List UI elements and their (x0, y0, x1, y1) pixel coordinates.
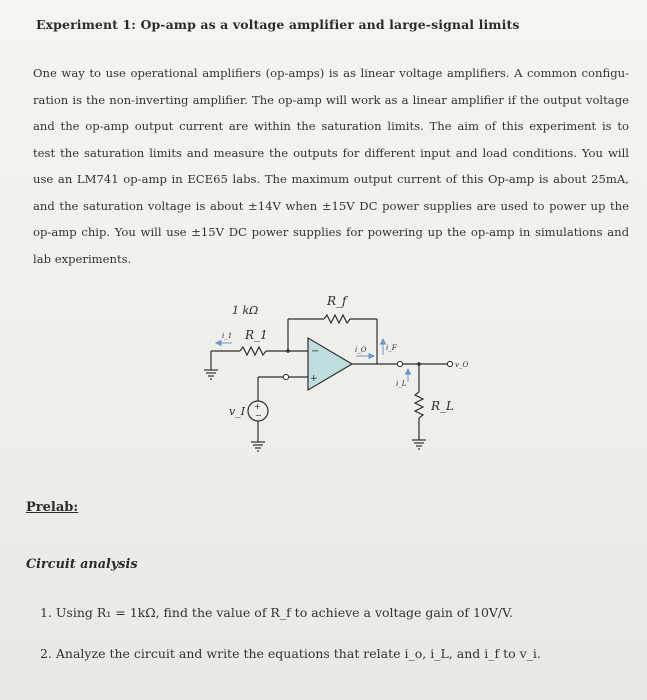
junction-dot (417, 362, 421, 366)
source-minus-sign: − (255, 411, 262, 420)
paragraph-line: test the saturation limits and measure the outputs for different input and load conditions. You will (33, 145, 629, 160)
resistor-rf (324, 315, 350, 323)
resistor-r1 (240, 347, 266, 355)
handwritten-r1-value: 1 kΩ (232, 304, 259, 317)
paragraph-line: One way to use operational amplifiers (op-amps) is as linear voltage amplifiers. A common configu- (33, 66, 629, 80)
vo-label: v_O (455, 361, 469, 369)
i1-arrowhead (216, 341, 221, 346)
experiment-title: Experiment 1: Op-amp as a voltage amplifier and large-signal limits (36, 17, 520, 32)
paragraph-line: op-amp chip. You will use ±15V DC power supplies for powering up the op-amp in simulations and (33, 225, 629, 239)
rf-label: R_f (327, 294, 347, 308)
circuit-analysis-heading: Circuit analysis (26, 557, 138, 572)
r1-label: R_1 (245, 328, 268, 342)
input-terminal (283, 374, 288, 379)
resistor-rl (415, 392, 423, 418)
vo-terminal (447, 361, 452, 366)
paragraph-line: and the saturation voltage is about ±14V when ±15V DC power supplies are used to power up the (33, 198, 629, 213)
il-label: i_L (396, 380, 407, 388)
prelab-heading: Prelab: (26, 500, 79, 515)
il-arrowhead (406, 369, 411, 374)
if-arrowhead (381, 339, 386, 344)
paragraph-line: lab experiments. (33, 251, 132, 266)
junction-dot (286, 349, 290, 353)
paragraph-line: use an LM741 op-amp in ECE65 labs. The maximum output current of this Op-amp is about 25mA, (33, 172, 629, 186)
paragraph-line: and the op-amp output current are within the saturation limits. The aim of this experiment is to (33, 119, 629, 133)
ground-symbol-source (251, 442, 265, 451)
question-2: 2. Analyze the circuit and write the equations that relate i_o, i_L, and i_f to v_i. (40, 646, 541, 661)
if-label: i_F (386, 344, 397, 352)
output-node-terminal (397, 361, 402, 366)
i1-label: i_1 (222, 332, 233, 340)
paragraph-line: ration is the non-inverting amplifier. The op-amp will work as a linear amplifier if the output voltage (33, 92, 629, 107)
io-arrowhead (369, 354, 374, 359)
ground-symbol-load (412, 440, 426, 449)
opamp-plus-sign: + (310, 374, 318, 384)
opamp-minus-sign: − (311, 346, 320, 357)
vi-label: v_I (229, 405, 246, 418)
io-label: i_O (355, 346, 367, 354)
rl-label: R_L (431, 399, 455, 413)
source-plus-sign: + (254, 402, 261, 411)
question-1: 1. Using R₁ = 1kΩ, find the value of R_f to achieve a voltage gain of 10V/V. (40, 605, 513, 620)
ground-symbol-left (204, 370, 218, 379)
